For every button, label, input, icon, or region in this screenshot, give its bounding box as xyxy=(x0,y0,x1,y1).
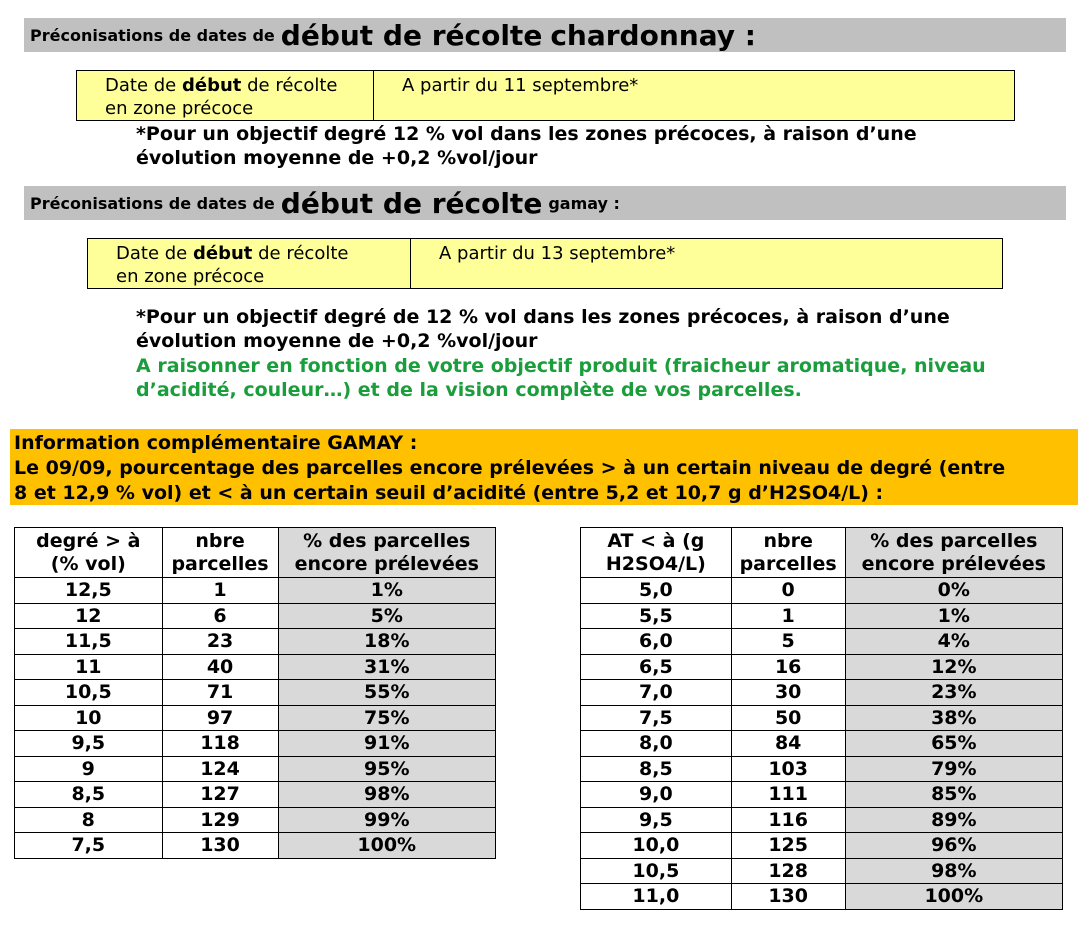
at-table-header-row xyxy=(581,528,1063,578)
chardonnay-date-label-pre: Date de xyxy=(105,75,177,96)
at-table-row xyxy=(581,680,1063,706)
at-cell-value: 7,5 xyxy=(581,705,732,731)
degre-cell-value: 12,5 xyxy=(15,578,163,604)
chardonnay-note xyxy=(136,122,917,170)
at-cell-percent: 65% xyxy=(845,731,1062,757)
degre-table xyxy=(14,527,496,859)
at-header-at-line1: AT < à (g xyxy=(607,529,705,552)
at-table-row xyxy=(581,705,1063,731)
chardonnay-header-big: début de récolte xyxy=(280,18,543,52)
at-table-row xyxy=(581,603,1063,629)
at-table-row xyxy=(581,833,1063,859)
at-cell-count: 128 xyxy=(731,858,845,884)
gamay-date-label-post: de récolte xyxy=(258,243,349,264)
degre-table-row xyxy=(15,654,496,680)
degre-cell-value: 11 xyxy=(15,654,163,680)
at-table xyxy=(580,527,1063,910)
at-table-row xyxy=(581,629,1063,655)
at-cell-percent: 38% xyxy=(845,705,1062,731)
degre-cell-count: 127 xyxy=(162,782,278,808)
degre-cell-value: 9,5 xyxy=(15,731,163,757)
degre-cell-percent: 18% xyxy=(278,629,496,655)
degre-table-row xyxy=(15,578,496,604)
info-line2: Le 09/09, pourcentage des parcelles encore prélevées > à un certain niveau de degré (entre xyxy=(14,457,1006,479)
degre-cell-percent: 100% xyxy=(278,833,496,859)
degre-cell-count: 124 xyxy=(162,756,278,782)
at-table-row xyxy=(581,807,1063,833)
degre-cell-value: 7,5 xyxy=(15,833,163,859)
at-header-at-line2: H2SO4/L) xyxy=(605,552,706,575)
degre-cell-percent: 5% xyxy=(278,603,496,629)
at-cell-value: 8,5 xyxy=(581,756,732,782)
degre-table-row xyxy=(15,705,496,731)
chardonnay-note-line1: *Pour un objectif degré 12 % vol dans les zones précoces, à raison d’une xyxy=(136,123,917,145)
degre-cell-value: 8 xyxy=(15,807,163,833)
at-cell-count: 84 xyxy=(731,731,845,757)
at-table-row xyxy=(581,782,1063,808)
degre-cell-count: 6 xyxy=(162,603,278,629)
at-cell-count: 103 xyxy=(731,756,845,782)
degre-header-degre-line1: degré > à xyxy=(36,529,141,552)
degre-cell-value: 9 xyxy=(15,756,163,782)
at-cell-count: 130 xyxy=(731,884,845,910)
chardonnay-date-box xyxy=(76,70,1015,121)
degre-cell-value: 10 xyxy=(15,705,163,731)
degre-table-row xyxy=(15,603,496,629)
chardonnay-date-label-line2: en zone précoce xyxy=(105,98,254,119)
gamay-header-variety: gamay : xyxy=(548,193,620,213)
info-line3: 8 et 12,9 % vol) et < à un certain seuil d’acidité (entre 5,2 et 10,7 g d’H2SO4/L) : xyxy=(14,482,884,504)
degre-header-nbre xyxy=(162,528,278,578)
degre-cell-count: 40 xyxy=(162,654,278,680)
at-header-pct-line1: % des parcelles xyxy=(870,529,1038,552)
info-line1: Information complémentaire GAMAY : xyxy=(14,432,418,454)
degre-table-row xyxy=(15,629,496,655)
degre-header-pct-line1: % des parcelles xyxy=(303,529,471,552)
gamay-date-label xyxy=(88,239,411,288)
at-cell-count: 125 xyxy=(731,833,845,859)
degre-header-nbre-line1: nbre xyxy=(195,529,245,552)
gamay-green-line1: A raisonner en fonction de votre objectif produit (fraicheur aromatique, niveau xyxy=(136,355,986,377)
degre-header-degre xyxy=(15,528,163,578)
gamay-date-value: A partir du 13 septembre* xyxy=(439,243,676,264)
at-header-nbre xyxy=(731,528,845,578)
at-cell-value: 11,0 xyxy=(581,884,732,910)
at-cell-percent: 85% xyxy=(845,782,1062,808)
chardonnay-date-value: A partir du 11 septembre* xyxy=(402,75,639,96)
at-cell-count: 50 xyxy=(731,705,845,731)
at-header-pct xyxy=(845,528,1062,578)
at-cell-value: 6,0 xyxy=(581,629,732,655)
gamay-header-prefix: Préconisations de dates de xyxy=(30,193,275,213)
at-header-nbre-line1: nbre xyxy=(763,529,813,552)
at-cell-value: 10,0 xyxy=(581,833,732,859)
at-cell-count: 111 xyxy=(731,782,845,808)
gamay-note-line1: *Pour un objectif degré de 12 % vol dans les zones précoces, à raison d’une xyxy=(136,306,950,328)
degre-cell-count: 129 xyxy=(162,807,278,833)
at-cell-percent: 89% xyxy=(845,807,1062,833)
degre-cell-count: 23 xyxy=(162,629,278,655)
at-cell-count: 116 xyxy=(731,807,845,833)
at-cell-percent: 98% xyxy=(845,858,1062,884)
at-cell-count: 0 xyxy=(731,578,845,604)
at-cell-value: 5,0 xyxy=(581,578,732,604)
gamay-note xyxy=(136,305,950,353)
degre-cell-percent: 99% xyxy=(278,807,496,833)
degre-header-nbre-line2: parcelles xyxy=(171,552,269,575)
at-cell-count: 30 xyxy=(731,680,845,706)
at-cell-value: 5,5 xyxy=(581,603,732,629)
degre-cell-percent: 1% xyxy=(278,578,496,604)
gamay-date-label-line2: en zone précoce xyxy=(116,266,265,287)
degre-header-pct xyxy=(278,528,496,578)
at-cell-percent: 79% xyxy=(845,756,1062,782)
at-cell-value: 9,0 xyxy=(581,782,732,808)
degre-table-row xyxy=(15,782,496,808)
at-table-row xyxy=(581,578,1063,604)
degre-cell-count: 118 xyxy=(162,731,278,757)
at-cell-percent: 4% xyxy=(845,629,1062,655)
gamay-note-line2: évolution moyenne de +0,2 %vol/jour xyxy=(136,330,538,352)
degre-table-row xyxy=(15,833,496,859)
at-cell-count: 1 xyxy=(731,603,845,629)
degre-cell-percent: 75% xyxy=(278,705,496,731)
at-cell-value: 7,0 xyxy=(581,680,732,706)
chardonnay-date-label xyxy=(77,71,374,120)
chardonnay-header-prefix: Préconisations de dates de xyxy=(30,25,275,45)
gamay-header-big: début de récolte xyxy=(280,186,543,220)
at-cell-count: 5 xyxy=(731,629,845,655)
at-table-row xyxy=(581,756,1063,782)
at-cell-percent: 23% xyxy=(845,680,1062,706)
at-header-at xyxy=(581,528,732,578)
at-cell-value: 8,0 xyxy=(581,731,732,757)
at-table-row xyxy=(581,884,1063,910)
gamay-green-note xyxy=(136,354,986,402)
at-cell-value: 6,5 xyxy=(581,654,732,680)
degre-cell-count: 1 xyxy=(162,578,278,604)
gamay-date-label-pre: Date de xyxy=(116,243,188,264)
at-cell-count: 16 xyxy=(731,654,845,680)
degre-table-row xyxy=(15,731,496,757)
info-box xyxy=(10,429,1078,505)
degre-table-row xyxy=(15,807,496,833)
gamay-date-box xyxy=(87,238,1003,289)
chardonnay-note-line2: évolution moyenne de +0,2 %vol/jour xyxy=(136,147,538,169)
chardonnay-date-label-post: de récolte xyxy=(247,75,338,96)
degre-cell-value: 11,5 xyxy=(15,629,163,655)
degre-cell-value: 10,5 xyxy=(15,680,163,706)
degre-cell-percent: 31% xyxy=(278,654,496,680)
gamay-section-header xyxy=(24,186,1066,220)
degre-table-row xyxy=(15,756,496,782)
chardonnay-section-header xyxy=(24,18,1066,52)
at-table-row xyxy=(581,858,1063,884)
at-header-pct-line2: encore prélevées xyxy=(861,552,1046,575)
degre-header-pct-line2: encore prélevées xyxy=(294,552,479,575)
degre-cell-count: 130 xyxy=(162,833,278,859)
degre-table-row xyxy=(15,680,496,706)
degre-cell-count: 97 xyxy=(162,705,278,731)
gamay-green-line2: d’acidité, couleur…) et de la vision complète de vos parcelles. xyxy=(136,379,802,401)
at-cell-percent: 100% xyxy=(845,884,1062,910)
chardonnay-date-label-bold: début xyxy=(181,75,242,96)
gamay-date-label-bold: début xyxy=(192,243,253,264)
at-cell-percent: 0% xyxy=(845,578,1062,604)
at-cell-percent: 96% xyxy=(845,833,1062,859)
degre-cell-value: 12 xyxy=(15,603,163,629)
degre-header-degre-line2: (% vol) xyxy=(50,552,126,575)
degre-cell-percent: 95% xyxy=(278,756,496,782)
degre-cell-count: 71 xyxy=(162,680,278,706)
at-cell-percent: 1% xyxy=(845,603,1062,629)
degre-cell-value: 8,5 xyxy=(15,782,163,808)
at-cell-percent: 12% xyxy=(845,654,1062,680)
degre-cell-percent: 55% xyxy=(278,680,496,706)
degre-cell-percent: 91% xyxy=(278,731,496,757)
at-table-row xyxy=(581,731,1063,757)
at-header-nbre-line2: parcelles xyxy=(739,552,837,575)
at-table-row xyxy=(581,654,1063,680)
degre-table-header-row xyxy=(15,528,496,578)
at-cell-value: 10,5 xyxy=(581,858,732,884)
degre-cell-percent: 98% xyxy=(278,782,496,808)
at-cell-value: 9,5 xyxy=(581,807,732,833)
chardonnay-header-variety: chardonnay : xyxy=(550,18,756,52)
